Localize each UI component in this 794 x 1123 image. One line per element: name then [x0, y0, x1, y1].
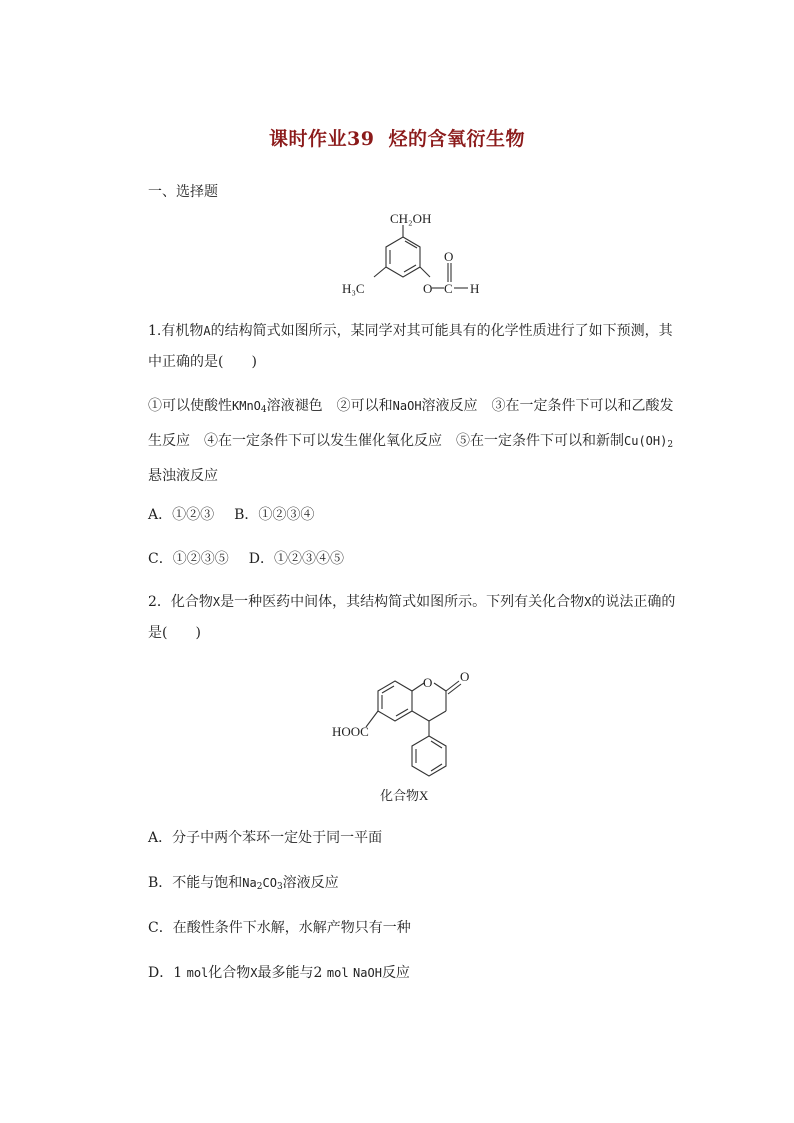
molecule-a-structure [330, 205, 500, 305]
question-2-stem: 2．化合物X是一种医药中间体，其结构简式如图所示。下列有关化合物X的说法正确的是( ) [148, 594, 676, 641]
title-main: 课时作业39 [269, 128, 375, 150]
q2-option-c[interactable]: C．在酸性条件下水解，水解产物只有一种 [148, 920, 411, 936]
title-sub: 烃的含氧衍生物 [388, 128, 525, 150]
section-heading: 一、选择题 [148, 184, 218, 200]
q2-option-d[interactable]: D．1 mol化合物X最多能与2 mol NaOH反应 [148, 965, 410, 981]
mol1-left-label: H₃C [342, 281, 365, 296]
q1-option-c[interactable]: C．①②③⑤ [148, 551, 229, 567]
q1-option-b[interactable]: B．①②③④ [234, 507, 315, 523]
question-1-options-ab [148, 504, 314, 524]
compound-x-structure [328, 664, 498, 809]
question-1-predictions: ①可以使酸性KMnO$_4$溶液褪色 ②可以和NaOH溶液反应 ③在一定条件下可以和乙酸发生反应 ④在一定条件下可以发生催化氧化反应 ⑤在一定条件下可以和新制$Cu(OH)_2$悬浊液反应 [148, 398, 674, 484]
compound-x-hooc: HOOC [332, 724, 369, 739]
mol1-ester-o: O [423, 281, 433, 296]
mol1-carbonyl-o: O [444, 249, 454, 264]
page-title [0, 124, 794, 151]
q1-option-a[interactable]: A．①②③ [148, 507, 215, 523]
q2-option-a[interactable]: A．分子中两个苯环一定处于同一平面 [148, 830, 383, 846]
mol1-ester-h: H [470, 281, 480, 296]
mol1-ester-c: C [444, 281, 453, 296]
mol1-top-label: CH₂OH [390, 211, 432, 226]
compound-x-ring-o: O [423, 675, 433, 690]
q2-option-b[interactable]: B．不能与饱和$Na_2CO_3$溶液反应 [148, 875, 339, 892]
question-1-options-cd [148, 548, 344, 568]
compound-x-carbonyl-o: O [460, 669, 470, 684]
question-1-stem: 1.有机物A的结构简式如图所示，某同学对其可能具有的化学性质进行了如下预测，其中正确的是( ) [148, 323, 673, 370]
q1-option-d[interactable]: D．①②③④⑤ [248, 551, 344, 567]
compound-x-caption: 化合物X [380, 788, 429, 803]
